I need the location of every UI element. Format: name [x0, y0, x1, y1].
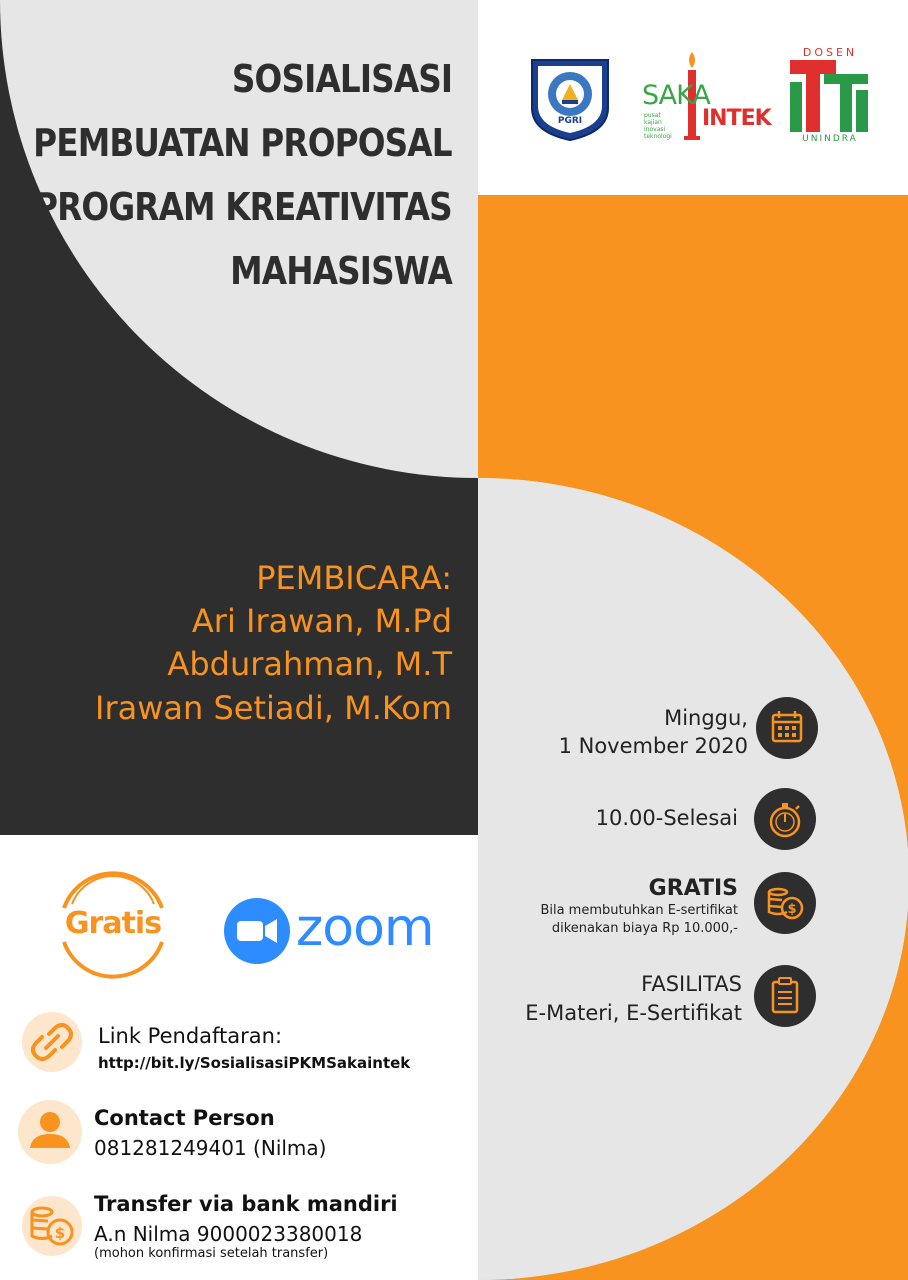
unindra-logo-text: PGRI	[557, 116, 583, 126]
speakers-heading: PEMBICARA:	[256, 559, 452, 597]
link-icon	[22, 1012, 82, 1072]
sakaintek-tag-1: pusat	[644, 112, 661, 119]
price-label: GRATIS	[648, 876, 738, 901]
unindra-text: UNINDRA	[802, 134, 858, 144]
event-day: Minggu,	[664, 706, 748, 730]
zoom-logo	[222, 896, 438, 966]
speaker-name-2: Abdurahman, M.T	[167, 645, 452, 683]
sakaintek-tagline	[644, 112, 672, 140]
gratis-badge-text: Gratis	[64, 906, 162, 941]
title-line-2: PEMBUATAN PROPOSAL	[33, 121, 452, 165]
person-icon	[18, 1100, 82, 1164]
transfer-label: Transfer via bank mandiri	[94, 1192, 398, 1216]
sakaintek-tag-2: kajian	[644, 119, 662, 126]
sakaintek-right-text: INTEK	[702, 106, 771, 131]
facilities-label: FASILITAS	[641, 972, 742, 996]
price-note-1: Bila membutuhkan E-sertifikat	[540, 903, 738, 918]
registration-label: Link Pendaftaran:	[98, 1024, 283, 1048]
event-date: 1 November 2020	[558, 734, 748, 758]
contact-value: 081281249401 (Nilma)	[94, 1136, 327, 1160]
speaker-name-3: Irawan Setiadi, M.Kom	[95, 689, 452, 727]
transfer-account: A.n Nilma 9000023380018	[94, 1222, 363, 1246]
calendar-icon	[756, 697, 818, 759]
dosen-text: DOSEN	[802, 46, 858, 59]
svg-text:$: $	[787, 902, 797, 917]
facilities-value: E-Materi, E-Sertifikat	[525, 1001, 742, 1025]
dosen-unindra-logo	[786, 46, 874, 146]
title-line-3: PROGRAM KREATIVITAS	[34, 185, 452, 229]
gratis-badge	[50, 862, 176, 988]
title-line-1: SOSIALISASI	[231, 57, 452, 101]
price-note-2: dikenakan biaya Rp 10.000,-	[551, 921, 738, 936]
sakaintek-logo	[640, 50, 771, 146]
registration-url[interactable]: http://bit.ly/SosialisasiPKMSakaintek	[98, 1054, 411, 1072]
coins-dollar-icon	[754, 872, 816, 934]
sakaintek-tag-4: teknologi	[644, 133, 672, 140]
stopwatch-icon	[754, 788, 816, 850]
clipboard-icon	[754, 965, 816, 1027]
unindra-logo	[524, 54, 616, 142]
coins-dollar-icon	[22, 1196, 82, 1256]
speaker-name-1: Ari Irawan, M.Pd	[191, 602, 452, 640]
zoom-logo-text: zoom	[296, 898, 434, 958]
title-line-4: MAHASISWA	[230, 249, 452, 293]
transfer-note: (mohon konfirmasi setelah transfer)	[94, 1246, 329, 1261]
event-time: 10.00-Selesai	[595, 806, 738, 830]
sakaintek-tag-3: inovasi	[644, 126, 666, 133]
sakaintek-left-text: SAKA	[642, 80, 710, 111]
contact-label: Contact Person	[94, 1106, 275, 1130]
svg-text:$: $	[54, 1224, 66, 1242]
